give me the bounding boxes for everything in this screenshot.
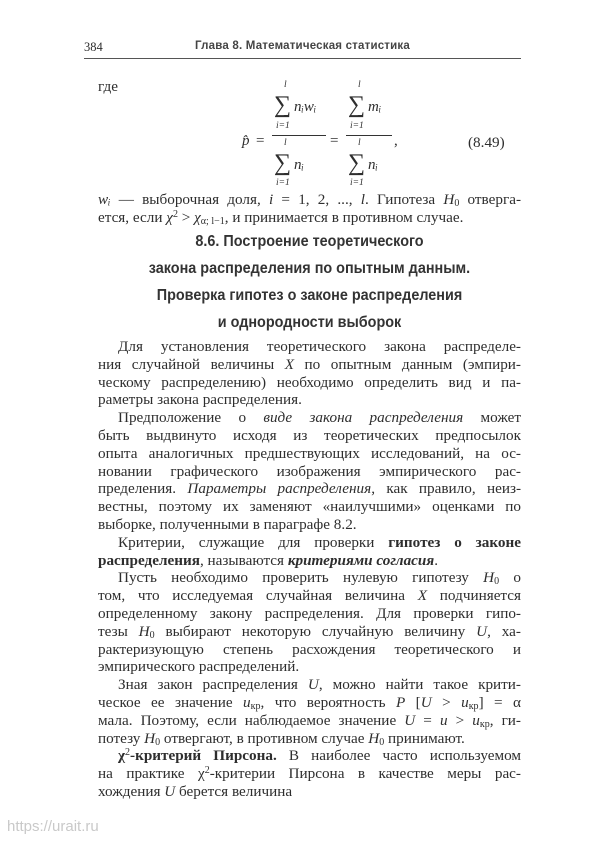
text-line (98, 463, 521, 481)
text-run: потезу (98, 729, 145, 747)
sum-symbol: ∑ (348, 92, 366, 118)
upper-limit: l (284, 80, 287, 90)
heading-line: закона распределения по опытным данным. (148, 260, 471, 277)
text-run: H (483, 569, 495, 587)
text-run: -критерий Пирсона. (130, 747, 277, 765)
numerator-2: mᵢ (368, 99, 382, 115)
lower-limit: i=1 (350, 178, 364, 188)
text-run: u (243, 693, 251, 711)
text-line (98, 676, 521, 694)
text-run: wᵢ (98, 191, 111, 208)
text-run: ческое ее значение (98, 693, 244, 711)
text-run: 0 (494, 576, 500, 588)
upper-limit: l (358, 138, 361, 148)
text-run: тезы (98, 622, 139, 640)
text-line (98, 191, 521, 209)
text-run: U (420, 693, 432, 711)
equals: = (330, 133, 339, 149)
text-run: быть выдвинуто исходя из теоретических предпосылок (98, 426, 521, 444)
text-line (98, 658, 521, 676)
sum-symbol: ∑ (274, 150, 292, 176)
text-run: U (476, 622, 488, 640)
text-line (98, 623, 521, 641)
text-run: χ (166, 208, 173, 226)
text-line (98, 338, 521, 356)
text-run: u (439, 711, 448, 729)
heading-line: 8.6. Построение теоретического (195, 233, 424, 250)
text-line (98, 552, 521, 570)
text-line (98, 712, 521, 730)
text-run: , называются (199, 551, 288, 569)
text-run: ется, если (98, 208, 167, 226)
text-run: , ха- (487, 622, 521, 640)
text-run: Предположение о (118, 409, 264, 427)
chapter-title: Глава 8. Математическая статистика (195, 40, 410, 52)
text-run: отвергают, в противном случае (160, 729, 369, 747)
sum-symbol: ∑ (348, 150, 366, 176)
text-run: U (307, 676, 319, 694)
text-line (98, 783, 521, 801)
text-run: > (177, 208, 195, 226)
text-run: новании графического изображения эмпирического рас- (98, 462, 521, 480)
text-run: = (415, 711, 440, 729)
text-run: 2 (172, 208, 178, 220)
text-run: определенному закону распределения. Для проверки гипо- (98, 604, 521, 622)
text-line (98, 765, 521, 783)
text-line (98, 516, 521, 534)
text-line (98, 534, 521, 552)
text-run: вестны, поэтому их заменяют «наилучшими» оценками по (98, 498, 521, 516)
text-run: рактеризующую степень расхождения теоретического и (98, 640, 521, 658)
text-line (98, 569, 521, 587)
text-line (98, 391, 521, 409)
text-run: выбирают некоторую случайную величину (154, 622, 477, 640)
text-run: H (138, 622, 150, 640)
text-line (98, 480, 521, 498)
lower-limit: i=1 (350, 121, 364, 131)
text-run: может (463, 409, 521, 427)
formula-8-49 (236, 80, 416, 190)
text-run: раметры закона распределения. (98, 391, 302, 409)
upper-limit: l (284, 138, 287, 148)
sum-symbol: ∑ (274, 92, 292, 118)
text-run: -критерии Пирсона в качестве меры рас- (209, 765, 521, 783)
fraction-bar (346, 135, 392, 136)
text-run: эмпирического распределений. (98, 658, 300, 676)
text-run: распределения (98, 551, 200, 569)
text-run: подчиняется (427, 587, 521, 605)
text-run: > (447, 711, 473, 729)
text-run: — выборочная доля, (110, 191, 269, 208)
text-run: U (164, 782, 176, 800)
text-run: u (461, 693, 469, 711)
text-run: , что вероятность (260, 693, 396, 711)
text-run: . Гипотеза (365, 191, 444, 208)
text-run: Критерии, служащие для проверки (118, 533, 389, 551)
section-heading (98, 228, 521, 336)
text-run: Для установления теоретического закона распределе- (118, 338, 521, 355)
text-run: Зная закон распределения (118, 676, 308, 694)
text-line (98, 409, 521, 427)
text-run: ния случайной величины (98, 355, 285, 373)
text-run: . (434, 551, 438, 569)
text-run: , ги- (489, 711, 521, 729)
text-run: ] = α (478, 693, 521, 711)
text-run: X (417, 587, 428, 605)
heading-line: Проверка гипотез о законе распределения (156, 287, 463, 304)
text-run: виде закона распределения (263, 409, 464, 427)
heading-line: и однородности выборок (217, 314, 402, 331)
text-run: , и принимается в противном случае. (224, 208, 464, 226)
text-run: пределения. (98, 480, 188, 498)
text-line (98, 747, 521, 765)
text-run: мала. Поэтому, если наблюдаемое значение (98, 711, 405, 729)
text-run: 0 (379, 736, 385, 748)
lower-limit: i=1 (276, 178, 290, 188)
text-line (98, 641, 521, 659)
text-run: H (144, 729, 156, 747)
upper-limit: l (358, 80, 361, 90)
text-run: U (404, 711, 416, 729)
text-line (98, 498, 521, 516)
numerator-1: nᵢwᵢ (294, 99, 317, 115)
text-run: отверга- (459, 191, 522, 208)
text-run: α; l−1 (200, 215, 225, 227)
fraction-bar (272, 135, 326, 136)
text-line (98, 445, 521, 463)
text-line (98, 605, 521, 623)
page-number: 384 (84, 40, 103, 54)
text-run: берется величина (175, 782, 293, 800)
text-run: 2 (125, 747, 131, 759)
watermark-url: https://urait.ru (7, 818, 99, 835)
text-run: 2 (204, 765, 210, 777)
text-run: 0 (149, 629, 155, 641)
text-run: X (284, 355, 295, 373)
text-run: Пусть необходимо проверить нулевую гипотезу (118, 569, 484, 587)
text-line (98, 374, 521, 392)
text-run: 0 (155, 736, 161, 748)
text-run: , можно найти такое крити- (318, 676, 521, 694)
text-run: P (395, 693, 406, 711)
text-run: χ (194, 208, 201, 226)
equals: = (256, 133, 265, 149)
text-run: гипотез о законе (388, 533, 521, 551)
denominator-2: nᵢ (368, 157, 378, 173)
text-run: u (472, 711, 480, 729)
text-run: H (443, 191, 455, 208)
text-run: В наиболее часто используемом (276, 747, 521, 765)
text-run: = 1, 2, ..., (273, 191, 361, 208)
text-run: выборке, полученными в параграфе 8.2. (98, 515, 357, 533)
text-run: ческому распределению) необходимо определить вид и па- (98, 373, 521, 391)
text-run: том, что исследуемая случайная величина (98, 587, 418, 605)
text-run: кр (479, 718, 490, 730)
text-run: [ (405, 693, 421, 711)
p-hat: p̂ (242, 133, 250, 149)
text-run: критериями согласия (287, 551, 435, 569)
text-run: > (431, 693, 462, 711)
text-run: принимают. (384, 729, 465, 747)
text-run: 0 (454, 198, 460, 209)
text-line (98, 587, 521, 605)
text-run: по опытным данным (эмпири- (294, 355, 521, 373)
text-run: Параметры распределения (187, 480, 372, 498)
text-run: кр (250, 700, 261, 712)
text-run: опыта аналогичных предшествующих исследований, на ос- (98, 444, 521, 462)
lower-limit: i=1 (276, 121, 290, 131)
text-run: , как правило, неиз- (371, 480, 521, 498)
equation-number: (8.49) (468, 134, 505, 151)
text-line (98, 730, 521, 748)
comma: , (394, 133, 398, 149)
text-run: χ (118, 747, 126, 765)
text-line (98, 694, 521, 712)
formula-explanation (98, 191, 521, 227)
text-run: кр (468, 700, 479, 712)
text-run: H (368, 729, 380, 747)
text-line (98, 209, 521, 227)
text-run: о (499, 569, 522, 587)
text-run: i (269, 191, 274, 208)
text-run: на практике χ (98, 765, 205, 783)
text-run: l (360, 191, 365, 208)
body-text (98, 338, 521, 801)
text-run: хождения (98, 782, 165, 800)
denominator-1: nᵢ (294, 157, 304, 173)
where-label: где (98, 78, 118, 95)
text-line (98, 427, 521, 445)
running-header (84, 40, 521, 59)
text-line (98, 356, 521, 374)
